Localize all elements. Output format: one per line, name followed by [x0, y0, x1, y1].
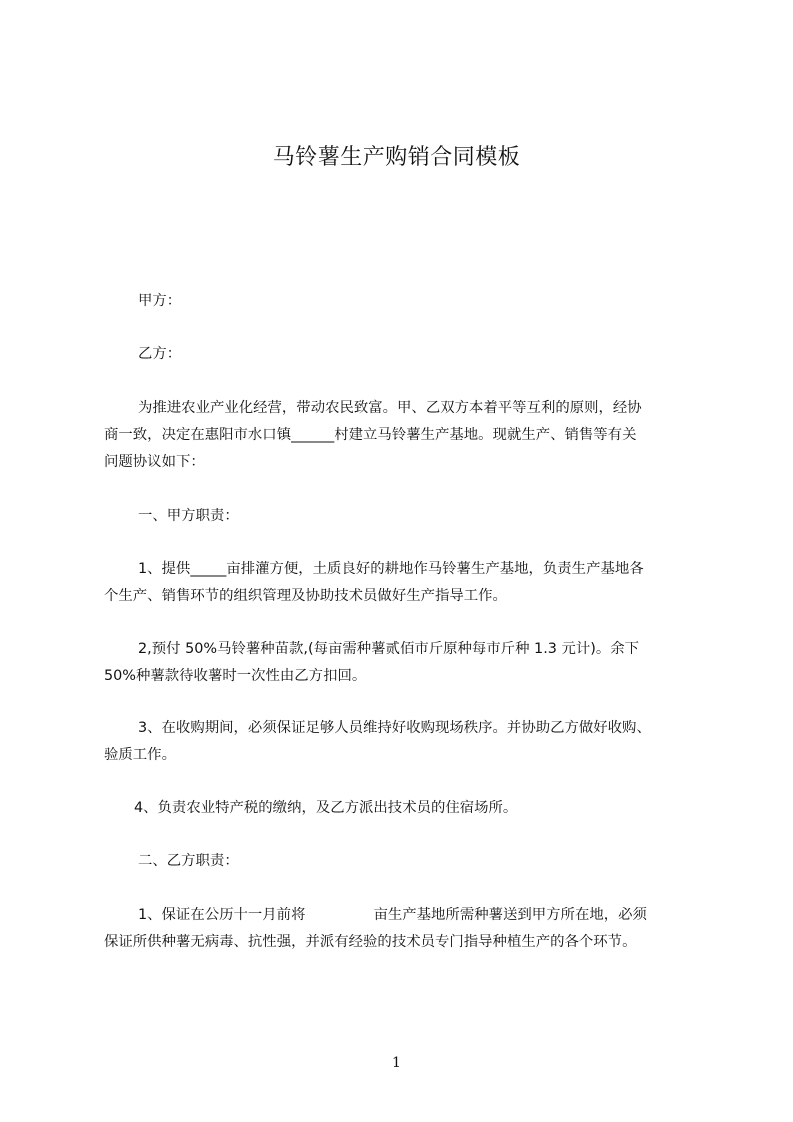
a-item-1 — [104, 556, 704, 610]
a-item-2-line: 2,预付 50%马铃薯种苗款,(每亩需种薯贰佰市斤原种每市斤种 1.3 元计)。余下 — [138, 641, 640, 657]
a-item-1-line: 个生产、销售环节的组织管理及协助技术员做好生产指导工作。 — [104, 588, 507, 604]
intro-line: 为推进农业产业化经营，带动农民致富。甲、乙双方本着平等互利的原则，经协 — [138, 400, 642, 416]
section-a-heading: 一、甲方职责： — [138, 508, 239, 524]
b-item-1-text-start: 1、保证在公历十一月前将 — [138, 907, 306, 923]
b-item-1-line — [104, 902, 704, 929]
a-item-2-line: 50%种薯款待收薯时一次性由乙方扣回。 — [104, 668, 367, 684]
a-item-2 — [104, 636, 704, 690]
b-item-1-text-end: 亩生产基地所需种薯送到甲方所在地，必须 — [373, 907, 647, 923]
party-a-label: 甲方： — [138, 293, 182, 309]
intro-line: 商一致，决定在惠阳市水口镇______村建立马铃薯生产基地。现就生产、销售等有关 — [104, 427, 637, 443]
intro-paragraph — [104, 395, 704, 476]
a-item-1-line: 1、提供_____亩排灌方便，土质良好的耕地作马铃薯生产基地，负责生产基地各 — [138, 561, 644, 577]
b-item-1-line: 保证所供种薯无病毒、抗性强，并派有经验的技术员专门指导种植生产的各个环节。 — [104, 934, 637, 950]
section-b-heading: 二、乙方职责： — [138, 853, 239, 869]
page-number: 1 — [392, 1055, 401, 1071]
document-title: 马铃薯生产购销合同模板 — [272, 145, 521, 170]
a-item-4: 4、负责农业特产税的缴纳，及乙方派出技术员的住宿场所。 — [134, 800, 518, 816]
intro-line: 问题协议如下： — [104, 454, 205, 470]
party-b-label: 乙方： — [138, 346, 182, 362]
a-item-3-line: 3、在收购期间，必须保证足够人员维持好收购现场秩序。并协助乙方做好收购、 — [138, 720, 651, 736]
b-item-1 — [104, 902, 704, 956]
a-item-3 — [104, 715, 704, 769]
a-item-3-line: 验质工作。 — [104, 747, 176, 763]
